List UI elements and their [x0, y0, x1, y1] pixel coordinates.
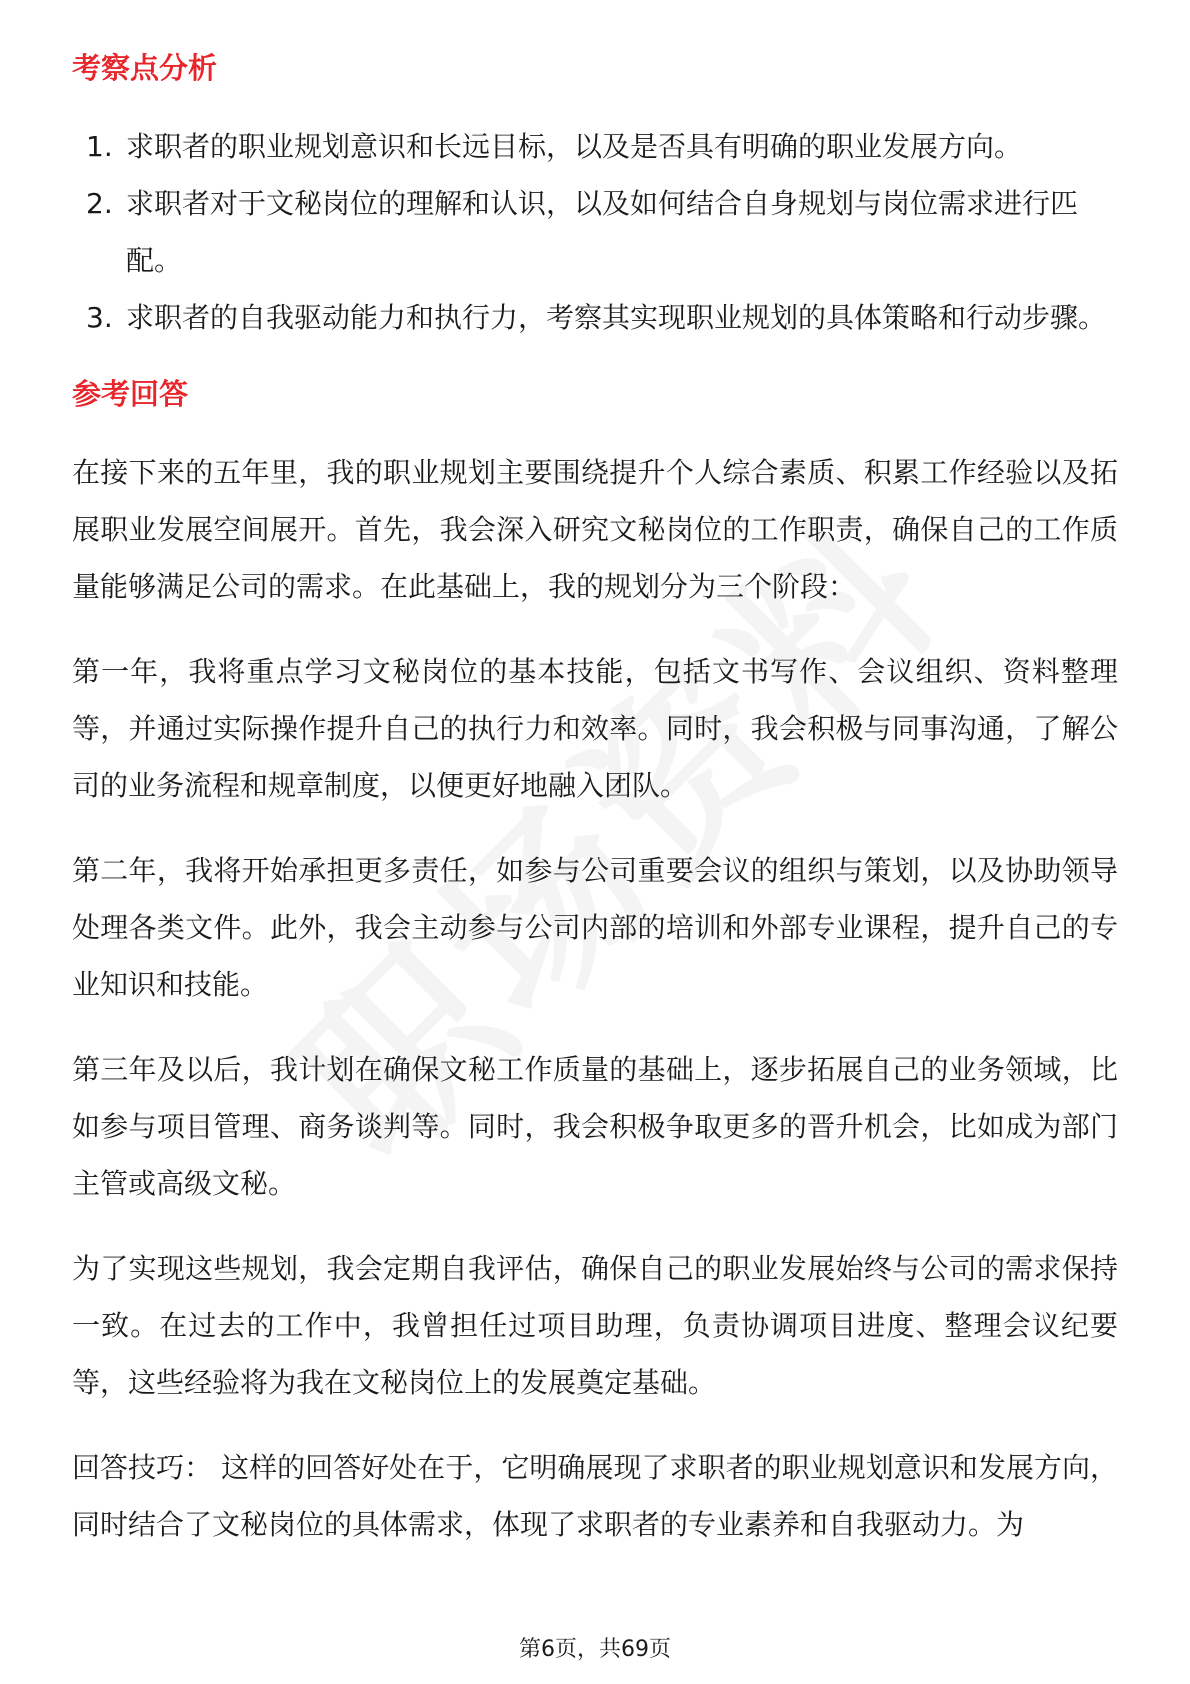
analysis-heading: 考察点分析	[72, 51, 218, 85]
list-item	[72, 118, 1118, 175]
answer-paragraph: 在接下来的五年里，我的职业规划主要围绕提升个人综合素质、积累工作经验以及拓展职业发展空间展开。首先，我会深入研究文秘岗位的工作职责，确保自己的工作质量能够满足公司的需求。在此基础上，我的规划分为三个阶段：	[72, 456, 1118, 603]
page-content	[72, 48, 1118, 1581]
analysis-list	[72, 118, 1118, 346]
answer-heading: 参考回答	[72, 377, 189, 411]
list-item-text: 求职者对于文秘岗位的理解和认识，以及如何结合自身规划与岗位需求进行匹配。	[126, 187, 1079, 277]
answer-paragraph: 第一年，我将重点学习文秘岗位的基本技能，包括文书写作、会议组织、资料整理等，并通过实际操作提升自己的执行力和效率。同时，我会积极与同事沟通，了解公司的业务流程和规章制度，以便更好地融入团队。	[72, 655, 1118, 802]
answer-tips-paragraph: 回答技巧： 这样的回答好处在于，它明确展现了求职者的职业规划意识和发展方向，同时结合了文秘岗位的具体需求，体现了求职者的专业素养和自我驱动力。为	[72, 1451, 1118, 1541]
list-item-text: 求职者的职业规划意识和长远目标，以及是否具有明确的职业发展方向。	[126, 130, 1023, 163]
list-item-number: 1.	[86, 130, 113, 163]
list-item-number: 3.	[86, 301, 113, 334]
page-number: 第6页，共69页	[519, 1637, 671, 1662]
answer-paragraph: 为了实现这些规划，我会定期自我评估，确保自己的职业发展始终与公司的需求保持一致。在过去的工作中，我曾担任过项目助理，负责协调项目进度、整理会议纪要等，这些经验将为我在文秘岗位上的发展奠定基础。	[72, 1252, 1118, 1399]
answer-paragraph: 第三年及以后，我计划在确保文秘工作质量的基础上，逐步拓展自己的业务领域，比如参与项目管理、商务谈判等。同时，我会积极争取更多的晋升机会，比如成为部门主管或高级文秘。	[72, 1053, 1118, 1200]
answer-paragraph: 第二年，我将开始承担更多责任，如参与公司重要会议的组织与策划，以及协助领导处理各类文件。此外，我会主动参与公司内部的培训和外部专业课程，提升自己的专业知识和技能。	[72, 854, 1118, 1001]
list-item-text: 求职者的自我驱动能力和执行力，考察其实现职业规划的具体策略和行动步骤。	[126, 301, 1107, 334]
list-item	[72, 175, 1118, 289]
list-item-number: 2.	[86, 187, 113, 220]
list-item	[72, 289, 1118, 346]
